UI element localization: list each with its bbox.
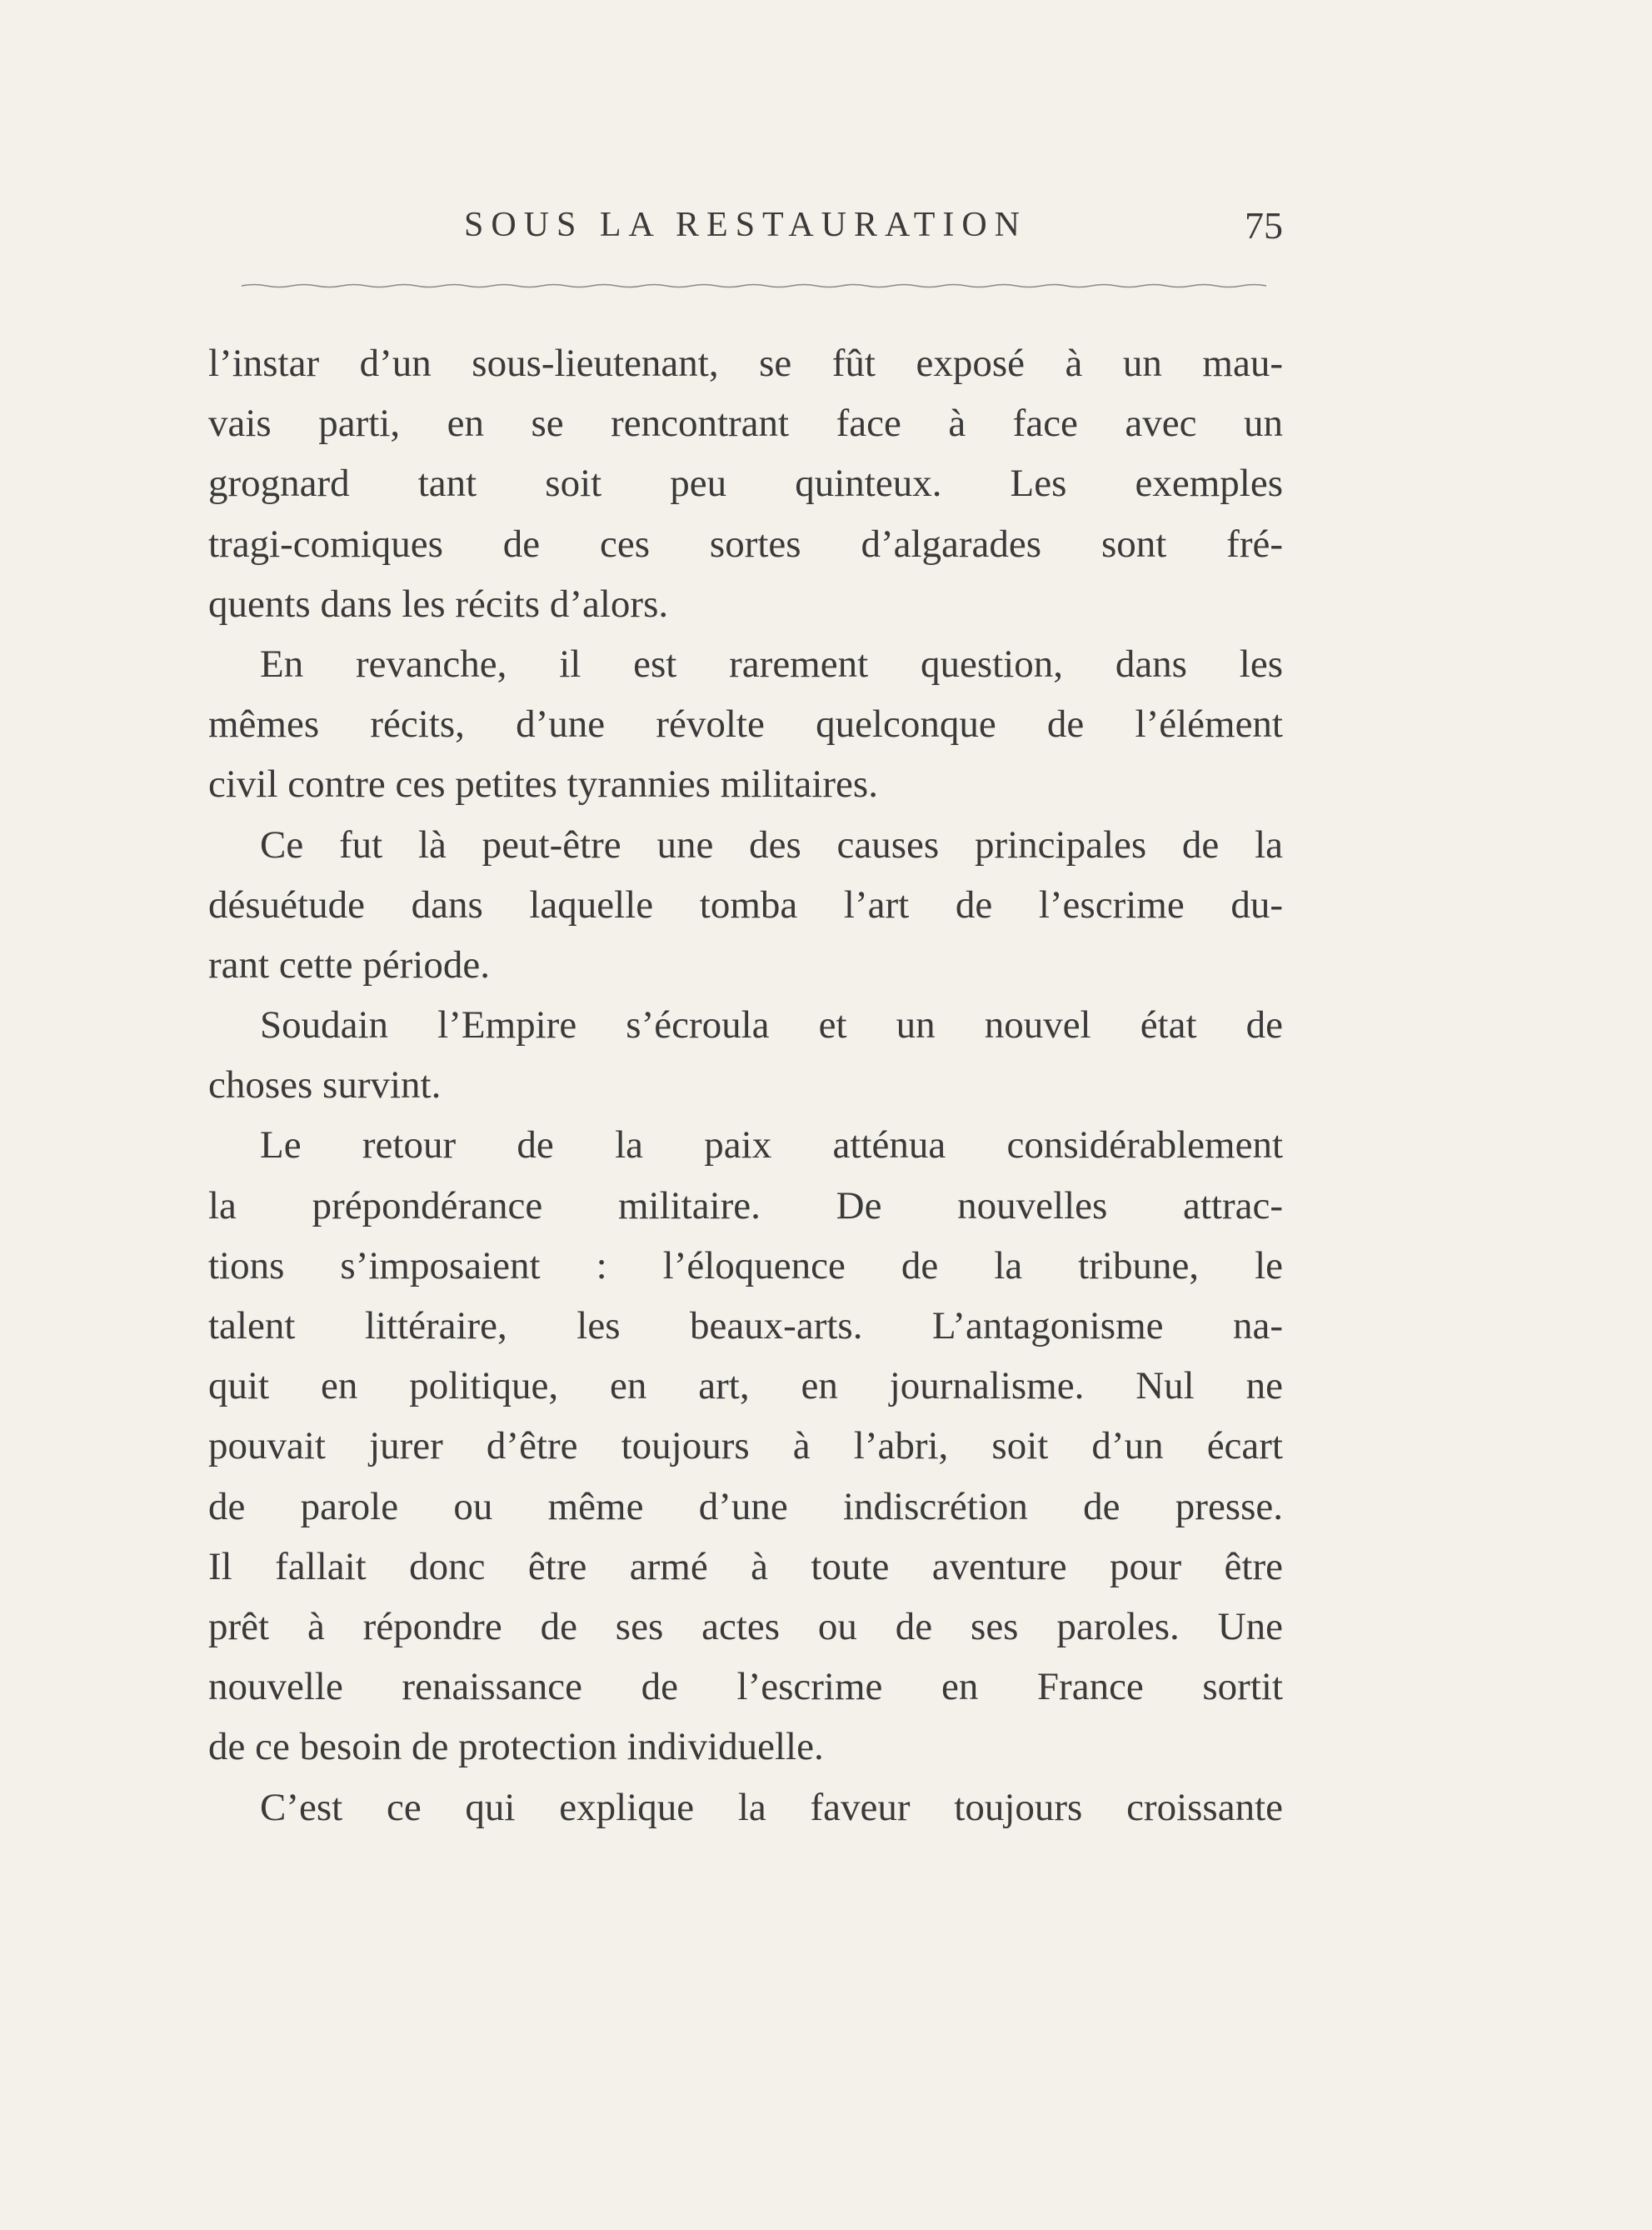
text-line: Ce fut là peut-être une des causes principales de la <box>260 822 1283 867</box>
text-line: prêt à répondre de ses actes ou de ses paroles. Une <box>208 1604 1283 1648</box>
text-line: Le retour de la paix atténua considérablement <box>260 1123 1283 1168</box>
text-line: En revanche, il est rarement question, dans les <box>260 642 1283 686</box>
header-rule <box>242 282 1266 293</box>
text-line: l’instar d’un sous-lieutenant, se fût exposé à un mau- <box>208 342 1283 385</box>
text-line: talent littéraire, les beaux-arts. L’antagonisme na- <box>208 1304 1283 1348</box>
text-line: Soudain l’Empire s’écroula et un nouvel état de <box>260 1003 1283 1048</box>
text-line: choses survint. <box>208 1063 442 1108</box>
text-line: tions s’imposaient : l’éloquence de la tribune, le <box>208 1243 1283 1288</box>
text-line: mêmes récits, d’une révolte quelconque de l’élément <box>208 702 1283 747</box>
text-line: tragi-comiques de ces sortes d’algarades sont fré- <box>208 522 1283 566</box>
text-line: désuétude dans laquelle tomba l’art de l’escrime du- <box>208 882 1283 927</box>
text-line: civil contre ces petites tyrannies militaires. <box>208 762 878 807</box>
page-header <box>208 198 1283 257</box>
text-line: Il fallait donc être armé à toute aventure pour être <box>208 1544 1283 1588</box>
text-line: quents dans les récits d’alors. <box>208 582 669 626</box>
text-line: quit en politique, en art, en journalisme. Nul ne <box>208 1364 1283 1408</box>
text-line: rant cette période. <box>208 942 490 987</box>
text-line: de ce besoin de protection individuelle. <box>208 1725 824 1769</box>
page-number: 75 <box>1245 204 1283 247</box>
text-line: nouvelle renaissance de l’escrime en France sortit <box>208 1665 1283 1709</box>
text-line: pouvait jurer d’être toujours à l’abri, soit d’un écart <box>208 1424 1283 1468</box>
text-line: vais parti, en se rencontrant face à face avec un <box>208 402 1283 446</box>
text-line: la prépondérance militaire. De nouvelles attrac- <box>208 1183 1283 1228</box>
running-title: SOUS LA RESTAURATION <box>463 206 1028 244</box>
text-line: grognard tant soit peu quinteux. Les exemples <box>208 462 1283 506</box>
text-line: de parole ou même d’une indiscrétion de presse. <box>208 1484 1283 1528</box>
body-text <box>208 333 1283 1838</box>
text-line: C’est ce qui explique la faveur toujours croissante <box>260 1785 1283 1829</box>
